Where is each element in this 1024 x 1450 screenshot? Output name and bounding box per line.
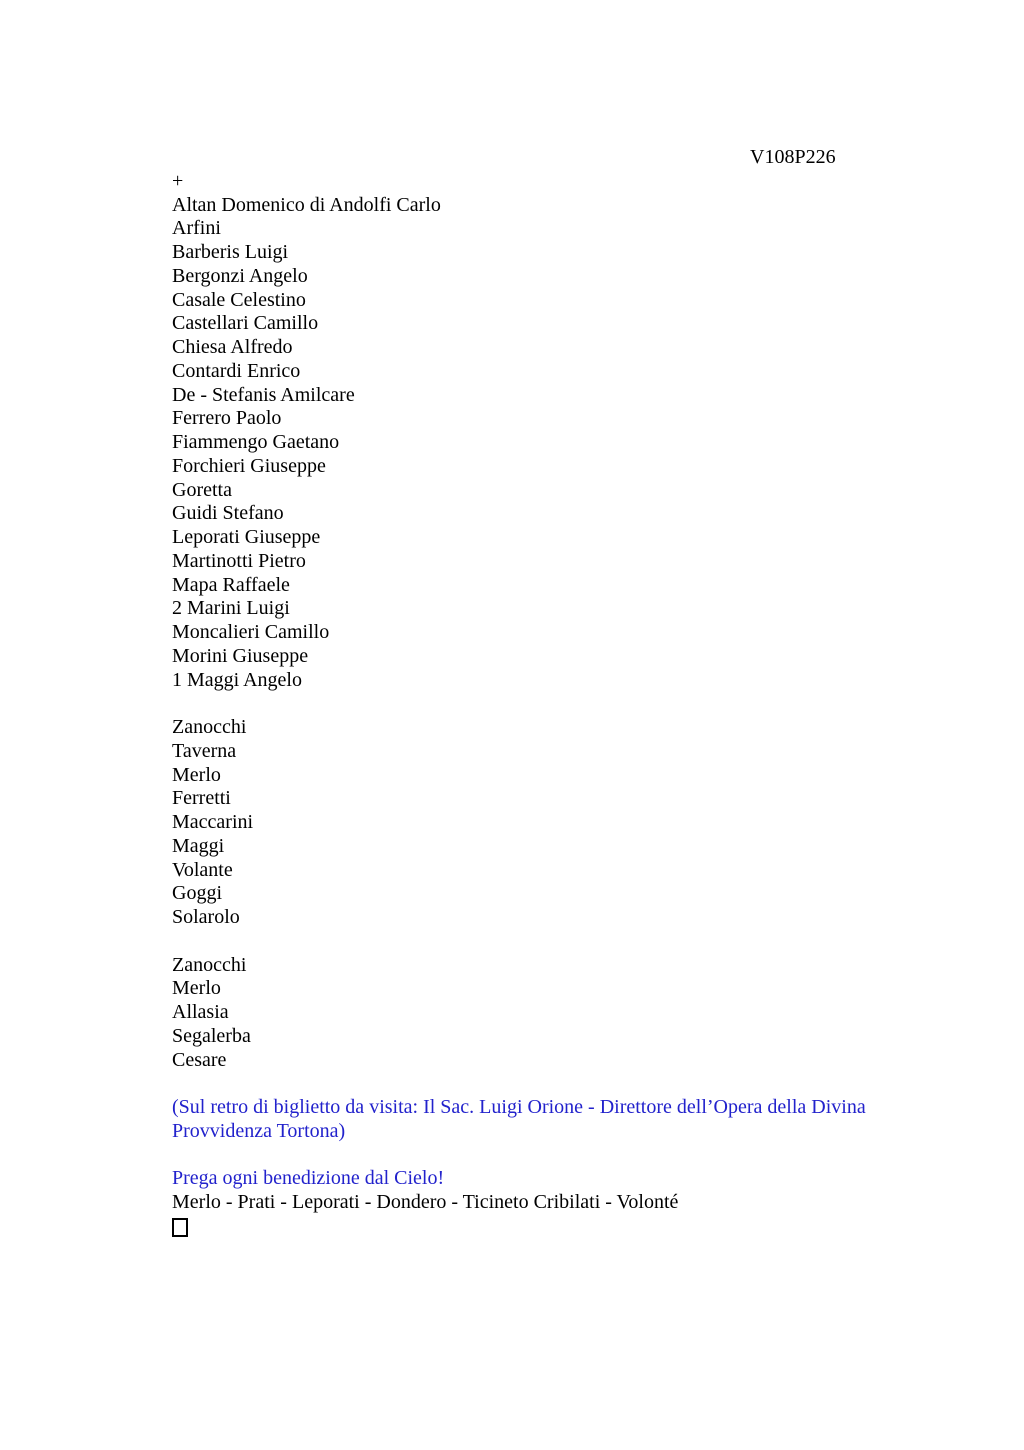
blank-line: [172, 692, 917, 716]
name-line: Zanocchi: [172, 953, 247, 976]
name-line: Fiammengo Gaetano: [172, 431, 340, 453]
signatures-line: Merlo - Prati - Leporati - Dondero - Ticineto Cribilati - Volonté: [172, 1191, 679, 1213]
name-line: Moncalieri Camillo: [172, 621, 330, 643]
names-list-primary: [172, 194, 917, 693]
name-line: 1 Maggi Angelo: [172, 668, 302, 691]
name-line: Guidi Stefano: [172, 502, 284, 525]
name-line: Maccarini: [172, 811, 254, 833]
name-line: Casale Celestino: [172, 288, 306, 311]
name-line: Cesare: [172, 1048, 227, 1071]
name-line: Merlo: [172, 977, 221, 1000]
name-line: Contardi Enrico: [172, 359, 301, 382]
name-line: Maggi: [172, 834, 225, 857]
name-line: Goggi: [172, 882, 222, 905]
name-line: Zanocchi: [172, 716, 247, 738]
name-line: Bergonzi Angelo: [172, 264, 308, 287]
missing-char-line: [172, 1215, 917, 1239]
name-line: Taverna: [172, 739, 237, 762]
name-line: Altan Domenico di Andolfi Carlo: [172, 193, 441, 216]
cross-symbol: +: [172, 169, 184, 192]
note-text: (Sul retro di biglietto da visita: Il Sac. Luigi Orione - Direttore dell’Opera della Divina Provvidenza Tortona): [172, 1096, 866, 1142]
page-reference: V108P226: [750, 146, 836, 168]
name-line: Barberis Luigi: [172, 241, 289, 263]
name-line: Leporati Giuseppe: [172, 526, 321, 548]
name-line: Solarolo: [172, 906, 240, 928]
name-line: Segalerba: [172, 1024, 251, 1047]
blessing-text: Prega ogni benedizione dal Cielo!: [172, 1167, 445, 1190]
name-line: Castellari Camillo: [172, 312, 319, 335]
empty-box-glyph: [172, 1218, 188, 1237]
name-line: Chiesa Alfredo: [172, 336, 293, 358]
name-line: Forchieri Giuseppe: [172, 454, 326, 477]
names-list-secondary: [172, 716, 917, 930]
name-line: De - Stefanis Amilcare: [172, 383, 355, 406]
name-line: Goretta: [172, 478, 232, 501]
name-line: 2 Marini Luigi: [172, 597, 290, 620]
name-line: Arfini: [172, 217, 221, 240]
blank-line: [172, 930, 917, 954]
name-line: Mapa Raffaele: [172, 573, 290, 596]
name-line: Allasia: [172, 1001, 229, 1023]
name-line: Martinotti Pietro: [172, 549, 306, 572]
name-line: Ferretti: [172, 787, 231, 810]
name-line: Volante: [172, 858, 233, 881]
document-page: [172, 146, 917, 1239]
name-line: Ferrero Paolo: [172, 407, 282, 430]
name-line: Morini Giuseppe: [172, 644, 309, 667]
blank-line: [172, 1144, 917, 1168]
blank-line: [172, 1072, 917, 1096]
names-list-tertiary: [172, 954, 917, 1073]
name-line: Merlo: [172, 763, 221, 786]
